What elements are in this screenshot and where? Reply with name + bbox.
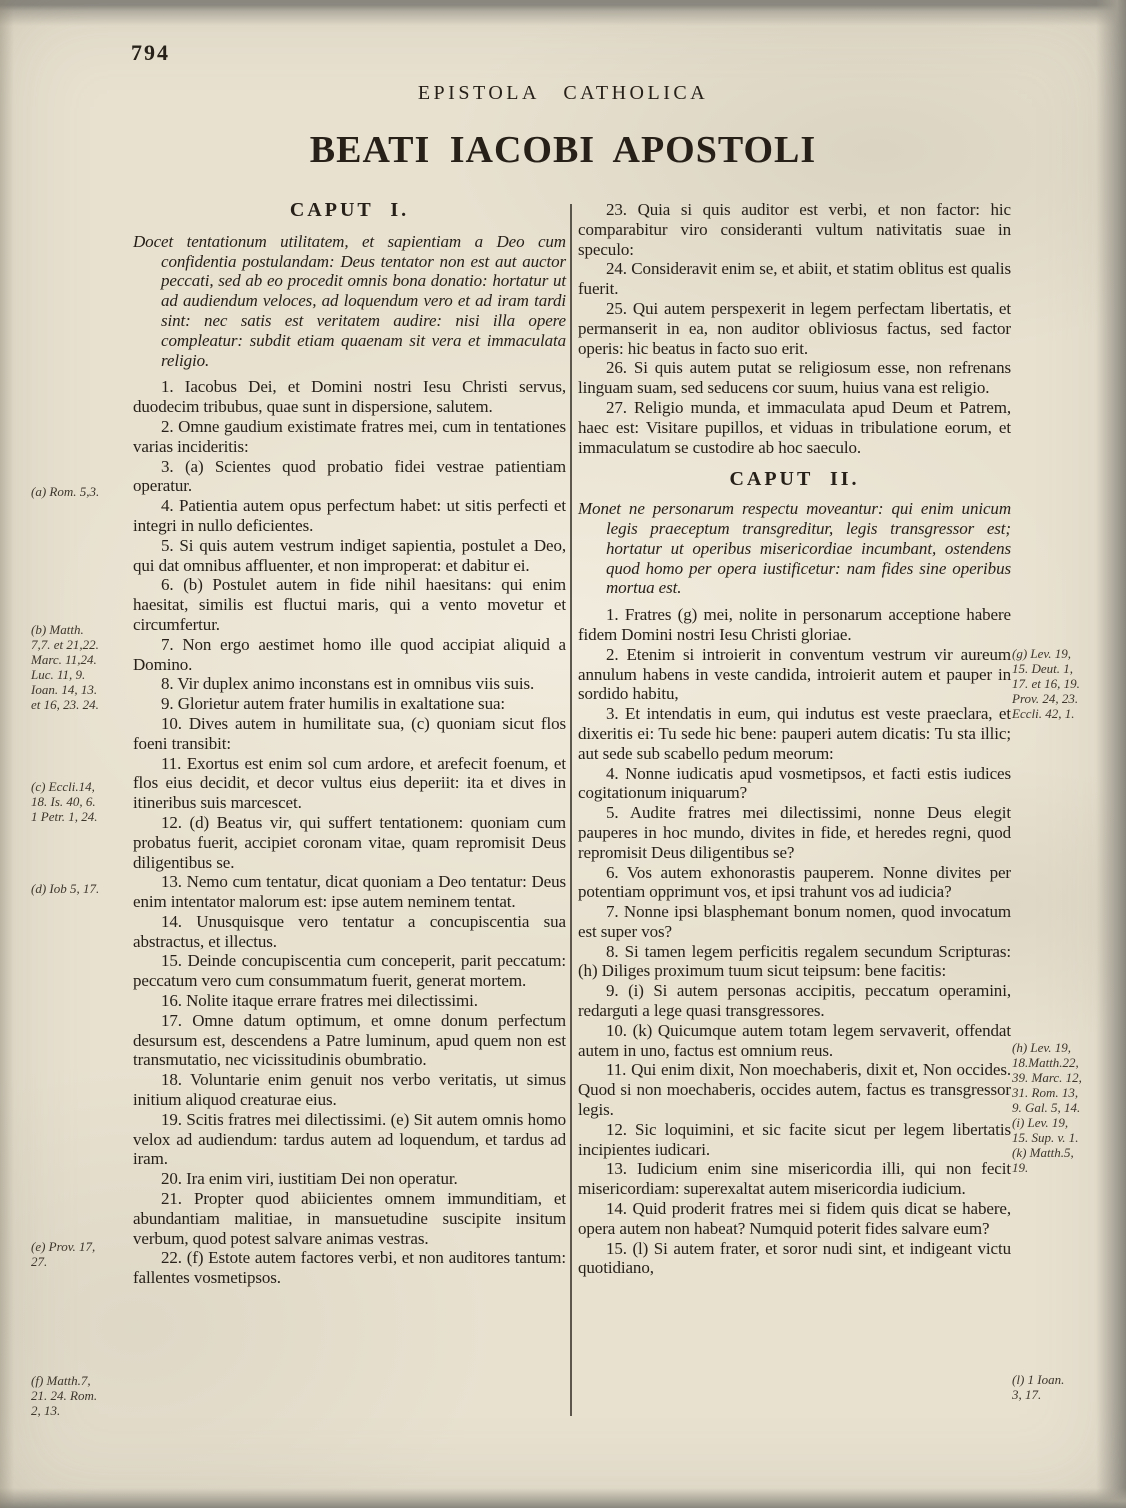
verse-paragraph: 4. Nonne iudicatis apud vosmetipsos, et facti estis iudices cogitationum iniquarum? [578, 763, 1011, 803]
running-header: EPISTOLA CATHOLICA [417, 82, 709, 104]
margin-note-line: (h) Lev. 19, [1012, 1040, 1071, 1055]
scan-edge-bottom [0, 1488, 1126, 1508]
chapter-1-summary: Docet tentationum utilitatem, et sapientiam a Deo cum confidentia postulandam: Deus tentator non est aut auctor peccati, sed ab eo procedit omnis bona donatio: hortatur ut ad audiendum veloces, ad loquendum vero et ad iram tardi sint: nec satis est veritatem audire: nisi illa opere compleatur: subdit etiam quaenam sit vera et immaculata religio. [133, 231, 566, 370]
margin-note-line: 39. Marc. 12, [1012, 1070, 1082, 1085]
margin-note-line: Prov. 24, 23. [1012, 691, 1079, 706]
verse-paragraph: 7. Non ergo aestimet homo ille quod accipiat aliquid a Domino. [133, 634, 566, 674]
verse-paragraph: 22. (f) Estote autem factores verbi, et non auditores tantum: fallentes vosmetipsos. [133, 1248, 566, 1288]
verse-paragraph: 1. Fratres (g) mei, nolite in personarum acceptione habere fidem Domini nostri Iesu Christi gloriae. [578, 605, 1011, 644]
margin-note-line: (d) Iob 5, 17. [31, 881, 100, 896]
scan-edge-right [1096, 0, 1126, 1508]
verse-paragraph: 26. Si quis autem putat se religiosum esse, non refrenans linguam suam, sed seducens cor suum, huius vana est religio. [578, 358, 1011, 398]
verse-paragraph: 24. Consideravit enim se, et abiit, et statim oblitus est qualis fuerit. [578, 259, 1011, 299]
verse-paragraph: 10. (k) Quicumque autem totam legem servaverit, offendat autem in uno, factus est omnium reus. [578, 1020, 1011, 1060]
margin-note-c [31, 779, 131, 824]
margin-note-line: 27. [31, 1254, 48, 1269]
verse-paragraph: 20. Ira enim viri, iustitiam Dei non operatur. [161, 1169, 458, 1189]
margin-note-line: 2, 13. [31, 1403, 61, 1418]
margin-note-line: Marc. 11,24. [31, 652, 97, 667]
verse-paragraph: 15. (l) Si autem frater, et soror nudi sint, et indigeant victu quotidiano, [578, 1238, 1011, 1278]
verse-paragraph: 8. Si tamen legem perficitis regalem secundum Scripturas: (h) Diliges proximum tuum sicut teipsum: bene facitis: [578, 941, 1011, 981]
margin-note-line: Luc. 11, 9. [31, 667, 86, 682]
page-number: 794 [131, 40, 170, 65]
margin-note-line: 18.Matth.22, [1012, 1055, 1079, 1070]
chapter-1-verses-continued [578, 200, 1011, 457]
verse-paragraph: 8. Vir duplex animo inconstans est in omnibus viis suis. [161, 674, 535, 694]
margin-note-line: (b) Matth. [31, 622, 84, 637]
margin-note-line: 15. Deut. 1, [1012, 661, 1074, 676]
verse-paragraph: 6. Vos autem exhonorastis pauperem. Nonne divites per potentiam opprimunt vos, et ipsi trahunt vos ad iudicia? [578, 862, 1011, 902]
verse-paragraph: 19. Scitis fratres mei dilectissimi. (e) Sit autem omnis homo velox ad audiendum: tardus autem ad loquendum, et tardus ad iram. [133, 1109, 566, 1169]
margin-note-b [31, 622, 131, 712]
verse-paragraph: 27. Religio munda, et immaculata apud Deum et Patrem, haec est: Visitare pupillos, et viduas in tribulatione eorum, et immaculatum se custodire ab hoc saeculo. [578, 397, 1011, 457]
margin-note-line: (f) Matth.7, [31, 1373, 91, 1388]
column-divider-rule [570, 204, 572, 1416]
margin-note-line: et 16, 23. 24. [31, 697, 99, 712]
right-column [578, 200, 1011, 1278]
margin-note-line: (k) Matth.5, [1012, 1145, 1074, 1160]
verse-paragraph: 9. Glorietur autem frater humilis in exaltatione sua: [161, 694, 506, 714]
verse-paragraph: 21. Propter quod abiicientes omnem immunditiam, et abundantiam malitiae, in mansuetudine suscipite insitum verbum, quod potest salvare animas vestras. [133, 1189, 566, 1248]
verse-paragraph: 7. Nonne ipsi blasphemant bonum nomen, quod invocatum est super vos? [578, 902, 1011, 941]
verse-paragraph: 12. (d) Beatus vir, qui suffert tentationem: quoniam cum probatus fuerit, accipiet coronam vitae, quam repromisit Deus diligentibus se. [133, 812, 566, 872]
margin-note-line: Eccli. 42, 1. [1012, 706, 1075, 721]
margin-note-f [31, 1373, 131, 1418]
margin-note-line: (e) Prov. 17, [31, 1239, 96, 1254]
margin-note-e [31, 1239, 131, 1269]
margin-note-line: 1 Petr. 1, 24. [31, 809, 98, 824]
book-title: BEATI IACOBI APOSTOLI [309, 129, 817, 171]
margin-note-a [31, 484, 131, 499]
verse-paragraph: 3. (a) Scientes quod probatio fidei vestrae patientiam operatur. [133, 456, 566, 496]
chapter-1-verses [133, 377, 566, 1288]
margin-note-line: 9. Gal. 5, 14. [1012, 1100, 1081, 1115]
margin-note-line: (c) Eccli.14, [31, 779, 95, 794]
verse-paragraph: 13. Nemo cum tentatur, dicat quoniam a Deo tentatur: Deus enim intentator malorum est: ipse autem neminem tentat. [133, 872, 566, 912]
margin-note-line: (a) Rom. 5,3. [31, 484, 100, 499]
verse-paragraph: 15. Deinde concupiscentia cum conceperit, parit peccatum: peccatum vero cum consummatum fuerit, generat mortem. [133, 951, 566, 991]
margin-note-line: 3, 17. [1012, 1387, 1042, 1402]
verse-paragraph: 4. Patientia autem opus perfectum habet: ut sitis perfecti et integri in nullo deficientes. [133, 496, 566, 535]
margin-note-line: 31. Rom. 13, [1012, 1085, 1079, 1100]
verse-paragraph: 17. Omne datum optimum, et omne donum perfectum desursum est, descendens a Patre luminum, apud quem non est transmutatio, nec vicissitudinis obumbratio. [133, 1010, 566, 1070]
verse-paragraph: 14. Unusquisque vero tentatur a concupiscentia sua abstractus, et illectus. [133, 911, 566, 951]
verse-paragraph: 6. (b) Postulet autem in fide nihil haesitans: qui enim haesitat, similis est fluctui maris, qui a vento movetur et circumfertur. [133, 575, 566, 634]
scan-edge-left [0, 0, 14, 1508]
verse-paragraph: 23. Quia si quis auditor est verbi, et non factor: hic comparabitur viro consideranti vultum nativitatis suae in speculo: [578, 200, 1011, 259]
chapter-2-verses [578, 605, 1011, 1278]
verse-paragraph: 2. Etenim si introierit in conventum vestrum vir aureum annulum habens in veste candida, introierit autem et pauper in sordido habitu, [578, 644, 1011, 704]
verse-paragraph: 10. Dives autem in humilitate sua, (c) quoniam sicut flos foeni transibit: [133, 713, 566, 753]
verse-paragraph: 5. Si quis autem vestrum indiget sapientia, postulet a Deo, qui dat omnibus affluenter, et non improperat: et dabitur ei. [133, 535, 566, 575]
margin-note-line: 21. 24. Rom. [31, 1388, 98, 1403]
margin-note-line: (i) Lev. 19, [1012, 1115, 1069, 1130]
margin-note-line: 17. et 16, 19. [1012, 676, 1080, 691]
verse-paragraph: 9. (i) Si autem personas accipitis, peccatum operamini, redarguti a lege quasi transgressores. [578, 981, 1011, 1021]
margin-note-d [31, 881, 131, 896]
margin-note-line: (l) 1 Ioan. [1012, 1372, 1065, 1387]
chapter-2-summary: Monet ne personarum respectu moveantur: qui enim unicum legis praeceptum transgreditur, legis transgressor est; hortatur ut operibus misericordiae incumbant, ostendens quod homo per opera iustificetur: nam fides sine operibus mortua est. [578, 499, 1011, 598]
chapter-1-heading: CAPUT I. [289, 199, 410, 221]
verse-paragraph: 25. Qui autem perspexerit in legem perfectam libertatis, et permanserit in ea, non auditor obliviosus factus, sed factor operis: hic beatus in facto suo erit. [578, 298, 1011, 358]
scan-edge-top [0, 0, 1126, 26]
margin-note-line: 7,7. et 21,22. [31, 637, 99, 652]
verse-paragraph: 1. Iacobus Dei, et Domini nostri Iesu Christi servus, duodecim tribubus, quae sunt in dispersione, salutem. [133, 377, 566, 417]
margin-note-line: Ioan. 14, 13. [31, 682, 98, 697]
verse-paragraph: 12. Sic loquimini, et sic facite sicut per legem libertatis incipientes iudicari. [578, 1119, 1011, 1159]
margin-note-g [1012, 646, 1118, 721]
chapter-2-heading: CAPUT II. [729, 468, 860, 491]
verse-paragraph: 13. Iudicium enim sine misericordia illi, qui non fecit misericordiam: superexaltat autem misericordia iudicium. [578, 1159, 1011, 1199]
verse-paragraph: 11. Exortus est enim sol cum ardore, et arefecit foenum, et flos eius decidit, et decor vultus eius deperiit: ita et dives in itineribus suis marcescet. [133, 753, 566, 813]
verse-paragraph: 5. Audite fratres mei dilectissimi, nonne Deus elegit pauperes in hoc mundo, divites in fide, et heredes regni, quod repromisit Deus diligentibus se? [578, 803, 1011, 862]
margin-note-line: 19. [1012, 1160, 1029, 1175]
margin-note-line: 18. Is. 40, 6. [31, 794, 96, 809]
verse-paragraph: 16. Nolite itaque errare fratres mei dilectissimi. [161, 991, 478, 1011]
margin-note-line: (g) Lev. 19, [1012, 646, 1071, 661]
verse-paragraph: 2. Omne gaudium existimate fratres mei, cum in tentationes varias incideritis: [133, 416, 566, 456]
verse-paragraph: 14. Quid proderit fratres mei si fidem quis dicat se habere, opera autem non habeat? Numquid poterit fides salvare eum? [578, 1199, 1011, 1238]
margin-note-l [1012, 1372, 1118, 1402]
verse-paragraph: 11. Qui enim dixit, Non moechaberis, dixit et, Non occides. Quod si non moechaberis, occides autem, factus es transgressor legis. [578, 1060, 1011, 1120]
verse-paragraph: 18. Voluntarie enim genuit nos verbo veritatis, ut simus initium aliquod creaturae eius. [133, 1070, 566, 1110]
left-column [133, 201, 566, 1288]
margin-note-h-i-k [1012, 1040, 1118, 1175]
verse-paragraph: 3. Et intendatis in eum, qui indutus est veste praeclara, et dixeritis ei: Tu sede hic bene: pauperi autem dicatis: Tu sta illic; aut sede sub scabello pedum meorum: [578, 704, 1011, 763]
margin-note-line: 15. Sup. v. 1. [1012, 1130, 1079, 1145]
